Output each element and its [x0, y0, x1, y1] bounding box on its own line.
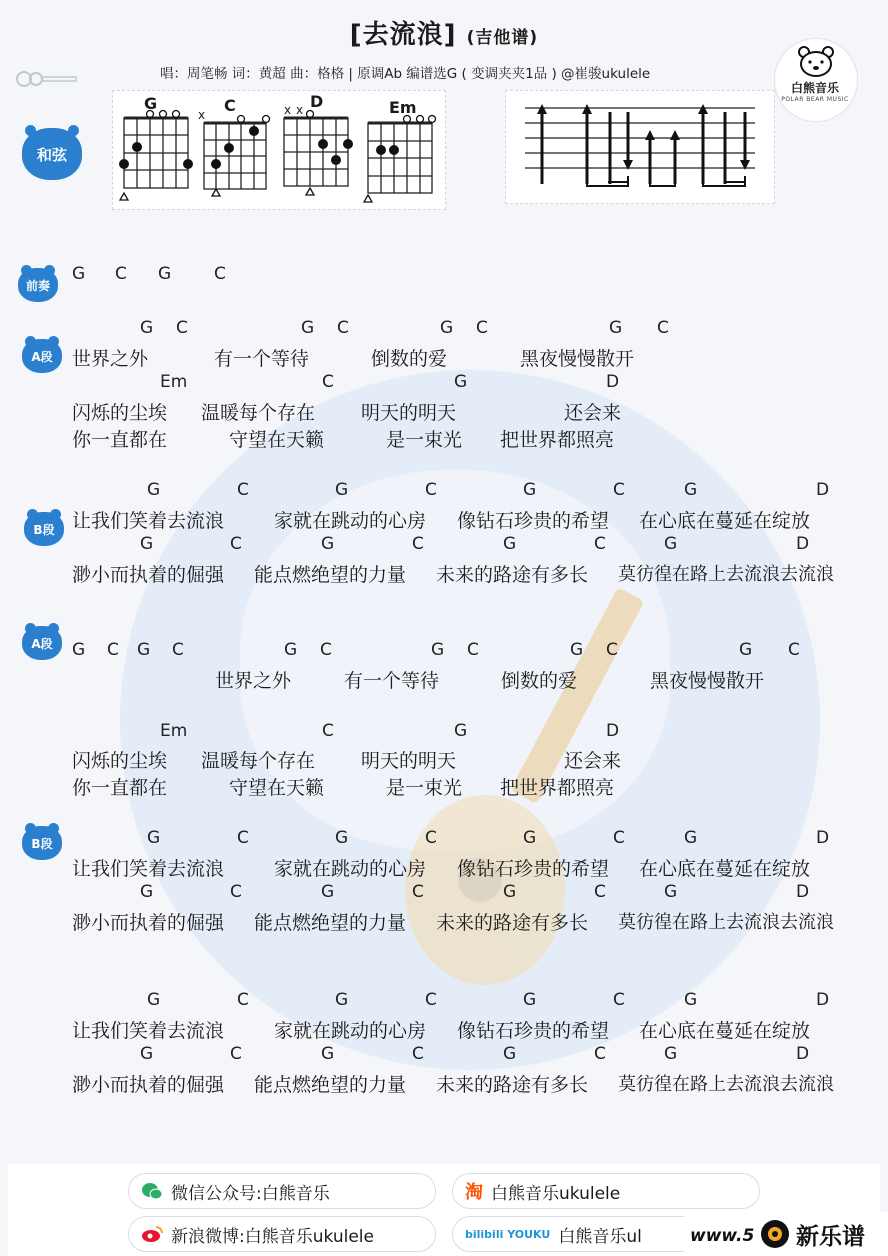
chord: G: [684, 480, 698, 500]
chord: D: [606, 372, 620, 392]
lyric: 是一束光: [386, 777, 463, 799]
lyric: 像钻石珍贵的希望: [457, 858, 610, 880]
lyric: 把世界都照亮: [500, 777, 615, 799]
title-subtitle: (吉他谱): [466, 28, 539, 48]
taobao-link[interactable]: [452, 1173, 760, 1209]
lyric: 黑夜慢慢散开: [520, 348, 635, 370]
chord: C: [657, 318, 669, 338]
lyric: 还会来: [564, 750, 622, 772]
chord: G: [440, 318, 454, 338]
chord: C: [322, 372, 334, 392]
lyric: 把世界都照亮: [500, 429, 615, 451]
lyric: 闪烁的尘埃: [72, 402, 168, 424]
chord: G: [684, 990, 698, 1010]
chord-name-d: D: [310, 92, 324, 111]
lyric: 守望在天籁: [229, 429, 325, 451]
chord: D: [796, 534, 810, 554]
lyric: 未来的路途有多长: [436, 1074, 589, 1096]
chord: G: [321, 1044, 335, 1064]
chord: G: [454, 372, 468, 392]
chord: G: [147, 828, 161, 848]
chord: C: [214, 264, 226, 284]
chord: Em: [160, 721, 188, 741]
chord: G: [503, 534, 517, 554]
chord: C: [425, 990, 437, 1010]
wechat-icon: [141, 1181, 163, 1201]
lyric: 倒数的爱: [501, 670, 578, 692]
lyric: 渺小而执着的倔强: [72, 1074, 225, 1096]
chord: C: [594, 882, 606, 902]
lyric: 像钻石珍贵的希望: [457, 1020, 610, 1042]
weibo-label: 新浪微博:白熊音乐ukulele: [171, 1226, 374, 1247]
lyric: 有一个等待: [214, 348, 310, 370]
chord: C: [237, 828, 249, 848]
lyric: 家就在跳动的心房: [274, 510, 427, 532]
lyric: 能点燃绝望的力量: [254, 564, 407, 586]
chord: C: [320, 640, 332, 660]
lyric: 温暖每个存在: [201, 750, 316, 772]
chord: C: [237, 480, 249, 500]
chord: G: [321, 534, 335, 554]
lyric: 家就在跳动的心房: [274, 1020, 427, 1042]
chord: G: [523, 480, 537, 500]
chord: G: [454, 721, 468, 741]
lyric: 你一直都在: [72, 777, 168, 799]
logo-subtext: POLAR BEAR MUSIC: [781, 96, 849, 103]
lyric: 莫彷徨在路上去流浪去流浪: [618, 1074, 834, 1095]
chord: G: [335, 828, 349, 848]
lyric: 明天的明天: [361, 402, 457, 424]
chord: G: [664, 534, 678, 554]
lyric: 在心底在蔓延在绽放: [639, 510, 811, 532]
chord: G: [523, 990, 537, 1010]
chord: C: [115, 264, 127, 284]
lyric: 未来的路途有多长: [436, 564, 589, 586]
chord: G: [503, 1044, 517, 1064]
chord: D: [816, 990, 830, 1010]
lyric: 你一直都在: [72, 429, 168, 451]
lyric: 家就在跳动的心房: [274, 858, 427, 880]
lyric: 有一个等待: [344, 670, 440, 692]
chord: C: [425, 828, 437, 848]
chord: C: [606, 640, 618, 660]
chord: G: [140, 1044, 154, 1064]
lyric: 是一束光: [386, 429, 463, 451]
lyric: 黑夜慢慢散开: [650, 670, 765, 692]
chord: G: [431, 640, 445, 660]
song-meta: 唱：周笔畅 词：黄超 曲：格格 | 原调Ab 编谱选G ( 变调夹夹1品 ) @崔骏ukulele: [160, 66, 651, 82]
chord: G: [147, 990, 161, 1010]
chord: C: [176, 318, 188, 338]
chord: G: [664, 1044, 678, 1064]
mute-marker-d1: x: [284, 103, 292, 117]
chord: C: [230, 534, 242, 554]
chord: G: [140, 882, 154, 902]
badge-b-section: B段: [24, 512, 64, 546]
chord: G: [321, 882, 335, 902]
chord: G: [137, 640, 151, 660]
lyric: 能点燃绝望的力量: [254, 912, 407, 934]
chord: G: [739, 640, 753, 660]
chord-name-g: G: [144, 94, 158, 113]
video-label: 白熊音乐ul: [558, 1226, 642, 1247]
chord: C: [230, 882, 242, 902]
badge-a-section-2: A段: [22, 626, 62, 660]
chord-name-c: C: [224, 96, 236, 115]
chord: C: [613, 990, 625, 1010]
lyric: 闪烁的尘埃: [72, 750, 168, 772]
lyric: 能点燃绝望的力量: [254, 1074, 407, 1096]
chord: G: [301, 318, 315, 338]
chord: G: [570, 640, 584, 660]
strum-pattern-diagram: [505, 90, 773, 202]
chord: C: [613, 828, 625, 848]
chord: C: [412, 1044, 424, 1064]
lyric: 世界之外: [215, 670, 292, 692]
chord: G: [140, 534, 154, 554]
wechat-label: 微信公众号:白熊音乐: [171, 1183, 330, 1204]
song-title: [0, 14, 888, 51]
lyric: 渺小而执着的倔强: [72, 912, 225, 934]
chord: G: [72, 640, 86, 660]
chord: D: [796, 882, 810, 902]
chord: C: [230, 1044, 242, 1064]
weibo-icon: [141, 1224, 163, 1244]
chord: G: [72, 264, 86, 284]
lyric: 莫彷徨在路上去流浪去流浪: [618, 564, 834, 585]
lyric: 在心底在蔓延在绽放: [639, 858, 811, 880]
site-logo-icon: [758, 1218, 792, 1250]
chord: C: [476, 318, 488, 338]
chord: D: [606, 721, 620, 741]
badge-intro: 前奏: [18, 268, 58, 302]
lyric: 明天的明天: [361, 750, 457, 772]
lyric: 像钻石珍贵的希望: [457, 510, 610, 532]
chord: C: [172, 640, 184, 660]
chord-name-em: Em: [389, 98, 417, 117]
lyric: 倒数的爱: [371, 348, 448, 370]
badge-chords: 和弦: [22, 128, 82, 180]
chord: C: [107, 640, 119, 660]
chord: G: [523, 828, 537, 848]
lyric: 守望在天籁: [229, 777, 325, 799]
badge-b-section-2: B段: [22, 826, 62, 860]
guitar-doodle-icon: [14, 66, 84, 92]
lyric: 世界之外: [72, 348, 149, 370]
chord: G: [147, 480, 161, 500]
taobao-icon: 淘: [465, 1182, 483, 1203]
chord: C: [594, 1044, 606, 1064]
site-url: www.5: [690, 1226, 755, 1246]
lyric: 温暖每个存在: [201, 402, 316, 424]
lyric: 让我们笑着去流浪: [72, 858, 225, 880]
chord: D: [816, 480, 830, 500]
badge-a-section: A段: [22, 339, 62, 373]
lyric: 还会来: [564, 402, 622, 424]
chord: C: [788, 640, 800, 660]
chord: C: [613, 480, 625, 500]
site-name: 新乐谱: [796, 1224, 865, 1250]
chord: G: [284, 640, 298, 660]
chord: Em: [160, 372, 188, 392]
chord: G: [335, 990, 349, 1010]
chord: G: [335, 480, 349, 500]
mute-marker-c: x: [198, 108, 206, 122]
chord: G: [140, 318, 154, 338]
lyric: 让我们笑着去流浪: [72, 1020, 225, 1042]
chord: C: [412, 534, 424, 554]
chord: C: [237, 990, 249, 1010]
chord: C: [594, 534, 606, 554]
title-text: [去流浪]: [349, 20, 457, 50]
chord: D: [816, 828, 830, 848]
lyric: 渺小而执着的倔强: [72, 564, 225, 586]
wechat-link[interactable]: [128, 1173, 436, 1209]
chord: G: [664, 882, 678, 902]
weibo-link[interactable]: [128, 1216, 436, 1252]
chord: C: [337, 318, 349, 338]
lyric: 未来的路途有多长: [436, 912, 589, 934]
polar-bear-icon: [796, 44, 836, 78]
mute-marker-d2: x: [296, 103, 304, 117]
video-brands-icon: bilibili YOUKU: [465, 1227, 551, 1241]
taobao-label: 白熊音乐ukulele: [491, 1183, 621, 1204]
chord: G: [503, 882, 517, 902]
chord: G: [158, 264, 172, 284]
chord: G: [684, 828, 698, 848]
lyric: 在心底在蔓延在绽放: [639, 1020, 811, 1042]
chord: G: [609, 318, 623, 338]
chord: C: [467, 640, 479, 660]
chord: C: [322, 721, 334, 741]
lyric: 莫彷徨在路上去流浪去流浪: [618, 912, 834, 933]
chord: C: [425, 480, 437, 500]
logo-name: 白熊音乐: [790, 81, 839, 95]
chord: D: [796, 1044, 810, 1064]
chord: C: [412, 882, 424, 902]
lyric: 让我们笑着去流浪: [72, 510, 225, 532]
